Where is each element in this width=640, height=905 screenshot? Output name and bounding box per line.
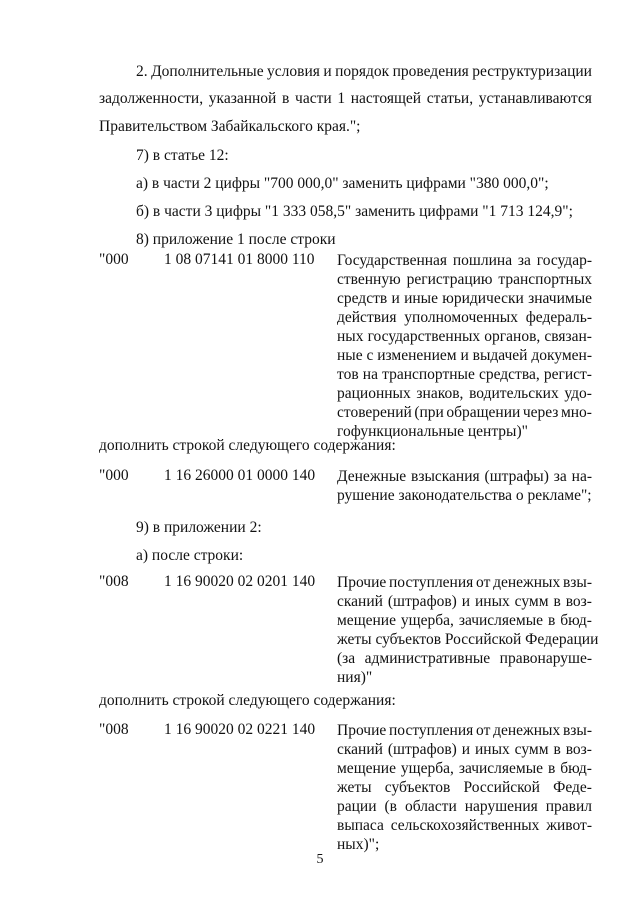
word: и	[391, 290, 400, 307]
word: ных)";	[337, 836, 380, 853]
supplement-text: дополнить строкой следующего содержания:	[99, 437, 396, 454]
word: (в	[384, 798, 397, 815]
description-line	[337, 346, 592, 365]
description-line	[337, 740, 592, 759]
word: тов	[337, 366, 359, 383]
word: выдачей	[472, 347, 528, 364]
word: проведения	[392, 63, 469, 80]
word: в	[547, 760, 556, 777]
description-line	[337, 486, 592, 505]
word: бюд-	[560, 760, 592, 777]
word: сумм	[514, 593, 549, 610]
word: ущерба,	[400, 612, 454, 629]
word: административные	[364, 650, 491, 667]
word: живот-	[546, 817, 592, 834]
word: на	[362, 366, 378, 383]
word: денежных	[493, 574, 561, 591]
description-line	[337, 289, 592, 308]
word: в	[553, 741, 561, 758]
word: с	[366, 347, 374, 364]
description-line	[337, 759, 592, 778]
word: в	[547, 612, 556, 629]
row-description	[337, 467, 592, 505]
word: транспортных	[498, 271, 592, 288]
word: зачисляемые	[458, 760, 544, 777]
item-9: 9) в приложении 2:	[136, 519, 262, 536]
page-number: 5	[316, 852, 324, 867]
admin-code: "008	[99, 721, 129, 738]
word: за	[517, 252, 531, 269]
word: взы-	[562, 574, 592, 591]
word: области	[404, 798, 457, 815]
word: государственных	[367, 328, 481, 345]
word: жеты субъектов Российской Федерации	[337, 631, 599, 648]
intro-line-2	[99, 90, 592, 108]
word: пошлина	[452, 252, 513, 269]
word: докумен-	[531, 347, 592, 364]
word: знаков,	[416, 385, 464, 402]
word: ные	[337, 347, 363, 364]
word: Прочие	[337, 722, 387, 739]
admin-code: "000	[99, 467, 129, 484]
word: транспортные	[382, 366, 475, 383]
word: взыскания	[411, 468, 480, 485]
word: ственную	[337, 271, 401, 288]
word: от	[476, 574, 491, 591]
supplement-text: дополнить строкой следующего содержания:	[99, 692, 396, 709]
word: (штрафы)	[484, 468, 549, 485]
description-line	[337, 778, 592, 797]
description-line	[337, 403, 592, 422]
description-line	[337, 816, 592, 835]
word: ных	[337, 328, 364, 345]
word: мещение	[337, 612, 396, 629]
word: юридически	[442, 290, 524, 307]
word: мно-	[560, 404, 592, 421]
budget-code: 1 16 90020 02 0221 140	[164, 721, 316, 738]
word: денежных	[493, 722, 561, 739]
description-line	[337, 467, 592, 486]
word: (за	[337, 650, 356, 667]
word: (штрафов)	[387, 741, 457, 758]
word: обращении	[446, 404, 521, 421]
item-8: 8) приложение 1 после строки	[136, 231, 336, 248]
word: Денежные	[337, 468, 407, 485]
row-description	[337, 721, 592, 854]
word: действия	[337, 309, 397, 326]
word: поступления	[389, 574, 474, 591]
word: ущерба,	[400, 760, 454, 777]
word: правонаруше-	[499, 650, 592, 667]
word: воз-	[565, 593, 592, 610]
word: и	[460, 347, 469, 364]
word: сканий	[337, 593, 383, 610]
word: реструктуризации	[472, 63, 592, 80]
word: Российской	[463, 779, 540, 796]
description-line	[337, 721, 592, 740]
description-line	[337, 365, 592, 384]
word: (при	[414, 404, 444, 421]
word: взы-	[562, 722, 592, 739]
word: уполномоченных	[404, 309, 518, 326]
admin-code: "000	[99, 251, 129, 268]
description-line	[337, 308, 592, 327]
word: за	[553, 468, 567, 485]
word: и	[461, 741, 471, 758]
word: статьи,	[426, 90, 474, 107]
word: на-	[571, 468, 592, 485]
word: иных	[474, 593, 510, 610]
word: Государственная	[337, 252, 448, 269]
word: удо-	[564, 385, 592, 402]
budget-code: 1 16 90020 02 0201 140	[164, 573, 316, 590]
word: воз-	[565, 741, 592, 758]
word: (штрафов)	[387, 593, 457, 610]
word: правил	[545, 798, 592, 815]
admin-code: "008	[99, 573, 129, 590]
word: сумм	[514, 741, 549, 758]
word: субъектов	[384, 779, 451, 796]
word: части	[295, 90, 332, 107]
word: порядок	[335, 63, 390, 80]
word: иных	[474, 741, 510, 758]
budget-code: 1 08 07141 01 8000 110	[164, 251, 315, 268]
word: сельскохозяйственных	[390, 817, 540, 834]
word: гофункциональные центры)"	[337, 423, 528, 440]
description-line	[337, 649, 592, 668]
word: поступления	[389, 722, 474, 739]
word: выпаса	[337, 817, 384, 834]
item-9a: а) после строки:	[136, 547, 244, 564]
word: средства,	[478, 366, 540, 383]
word: 1	[337, 90, 346, 107]
word: в	[282, 90, 290, 107]
description-line	[337, 592, 592, 611]
word: жеты	[337, 779, 372, 796]
word: от	[476, 722, 491, 739]
word: рационных	[337, 385, 411, 402]
item-7a: а) в части 2 цифры "700 000,0" заменить цифрами "380 000,0";	[136, 175, 549, 192]
word: зачисляемые	[458, 612, 544, 629]
word: настоящей	[350, 90, 422, 107]
word: органов,	[484, 328, 541, 345]
word: в	[553, 593, 561, 610]
intro-line-1	[136, 63, 592, 81]
word: иные	[404, 290, 438, 307]
description-line	[337, 797, 592, 816]
item-7b: б) в части 3 цифры "1 333 058,5" заменить цифрами "1 713 124,9";	[136, 203, 573, 220]
word: Феде-	[553, 779, 592, 796]
description-line	[337, 270, 592, 289]
description-line	[337, 384, 592, 403]
word: сканий	[337, 741, 383, 758]
description-line	[337, 611, 592, 630]
word: стоверений	[337, 404, 412, 421]
word: через	[522, 404, 559, 421]
word: регист-	[543, 366, 592, 383]
word: значимые	[528, 290, 592, 307]
word: водительских	[469, 385, 559, 402]
word: средств	[337, 290, 388, 307]
word: регистрацию	[406, 271, 493, 288]
intro-line-3: Правительством Забайкальского края.";	[99, 118, 361, 135]
word: указанной	[208, 90, 277, 107]
word: ния)"	[337, 669, 373, 686]
word: 2.	[136, 63, 148, 80]
word: связан-	[544, 328, 592, 345]
description-line	[337, 573, 592, 592]
word: и	[461, 593, 471, 610]
description-line	[337, 327, 592, 346]
description-line	[337, 630, 599, 649]
word: Дополнительные	[151, 63, 264, 80]
word: устанавливаются	[478, 90, 592, 107]
word: условия	[267, 63, 320, 80]
row-description	[337, 251, 592, 441]
word: нарушения	[464, 798, 538, 815]
word: задолженности,	[99, 90, 204, 107]
budget-code: 1 16 26000 01 0000 140	[164, 467, 316, 484]
item-7: 7) в статье 12:	[136, 147, 229, 164]
word: федераль-	[525, 309, 592, 326]
word: бюд-	[560, 612, 592, 629]
row-description	[337, 573, 599, 687]
word: мещение	[337, 760, 396, 777]
description-line	[337, 251, 592, 270]
description-line	[337, 668, 592, 687]
word: Прочие	[337, 574, 387, 591]
word: и	[323, 63, 332, 80]
word: изменением	[377, 347, 457, 364]
word: рации	[337, 798, 377, 815]
word: рушение законодательства о рекламе";	[337, 487, 592, 504]
word: государ-	[536, 252, 592, 269]
